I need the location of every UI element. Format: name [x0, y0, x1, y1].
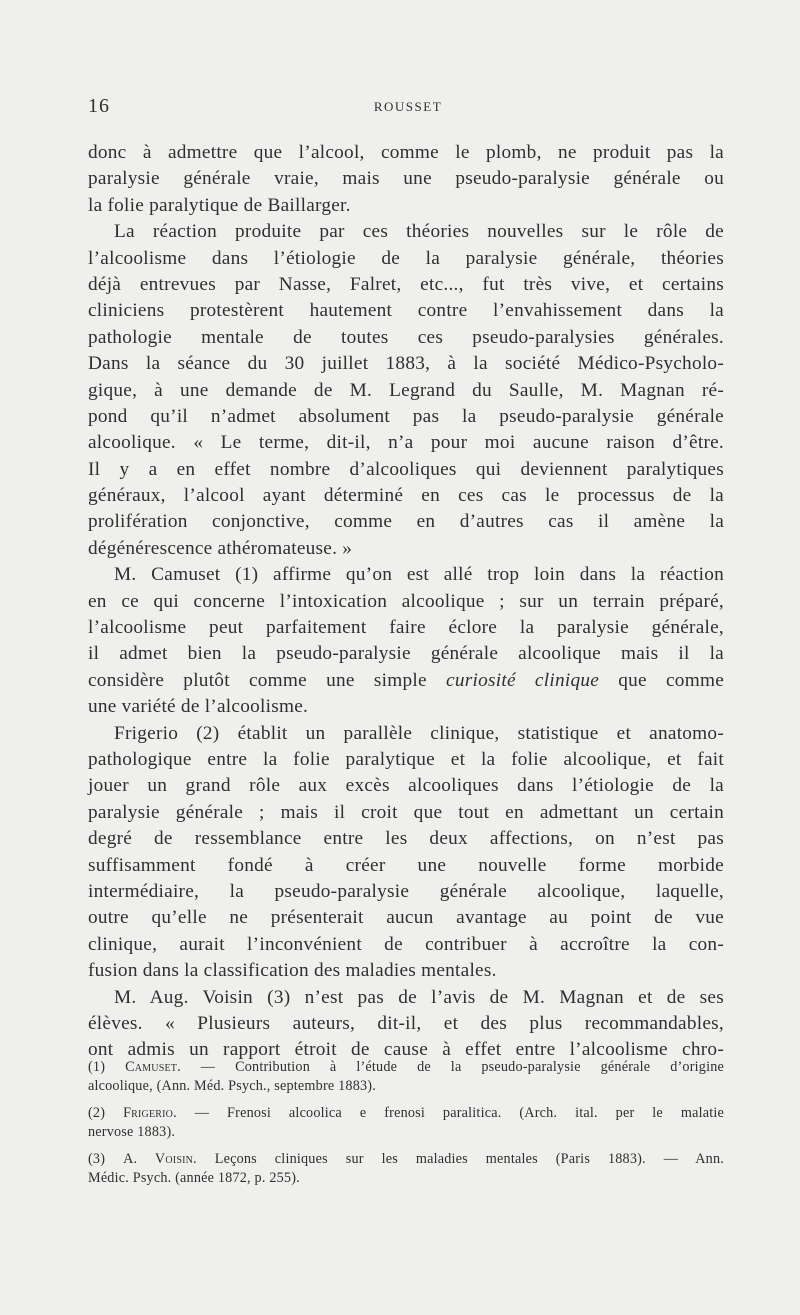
footnote-2 [88, 1104, 724, 1123]
footnote-text: Leçons cliniques sur les maladies mentales (Paris 1883). — Ann. [214, 1151, 725, 1167]
text-line: déjà entrevues par Nasse, Falret, etc..., fut très vive, et certains [88, 273, 724, 295]
footnote-marker: (2) [88, 1105, 106, 1121]
text-line: généraux, l’alcool ayant déterminé en ces cas le processus de la [88, 485, 724, 507]
text-line: jouer un grand rôle aux excès alcooliques dans l’étiologie de la [88, 775, 724, 797]
text-line: prolifération conjonctive, comme en d’autres cas il amène la [88, 511, 724, 533]
text-line: élèves. « Plusieurs auteurs, dit-il, et des plus recommandables, [88, 1012, 724, 1034]
running-head [88, 95, 728, 119]
text-segment: que comme [618, 669, 725, 691]
body-text [88, 140, 724, 1064]
text-line: ont admis un rapport étroit de cause à effet entre l’alcoolisme chro- [88, 1039, 724, 1061]
text-line: fusion dans la classification des maladies mentales. [88, 960, 497, 982]
text-line: dégénérescence athéromateuse. » [88, 537, 353, 559]
text-line: Frigerio (2) établit un parallèle clinique, statistique et anatomo- [114, 722, 724, 744]
text-line: pathologique entre la folie paralytique et la folie alcoolique, et fait [88, 748, 724, 770]
text-line: Il y a en effet nombre d’alcooliques qui deviennent paralytiques [88, 458, 724, 480]
footnote-1-cont: alcoolique, (Ann. Méd. Psych., septembre 1883). [88, 1078, 376, 1094]
text-line: paralysie générale ; mais il croit que tout en admettant un certain [88, 801, 724, 823]
text-line: Dans la séance du 30 juillet 1883, à la société Médico-Psycholo- [88, 353, 724, 375]
text-line: degré de ressemblance entre les deux affections, on n’est pas [88, 828, 724, 850]
footnote-1 [88, 1058, 724, 1077]
footnote-author: A. Voisin. [123, 1151, 197, 1167]
footnote-3-cont: Médic. Psych. (année 1872, p. 255). [88, 1170, 300, 1186]
text-segment: considère plutôt comme une simple [88, 669, 427, 691]
text-line: pathologie mentale de toutes ces pseudo-paralysies générales. [88, 326, 724, 348]
text-line: pond qu’il n’admet absolument pas la pseudo-paralysie générale [88, 405, 724, 427]
page-number: 16 [88, 95, 110, 117]
footnote-author: Camuset. [125, 1059, 181, 1075]
text-line: outre qu’elle ne présenterait aucun avantage au point de vue [88, 907, 724, 929]
text-line: une variété de l’alcoolisme. [88, 696, 309, 718]
text-line: suffisamment fondé à créer une nouvelle forme morbide [88, 854, 724, 876]
italic-phrase: curiosité clinique [446, 669, 600, 691]
footnote-text: — Frenosi alcoolica e frenosi paralitica. (Arch. ital. per le malatie [194, 1105, 724, 1121]
footnote-3 [88, 1150, 724, 1169]
footnote-author: Frigerio. [123, 1105, 177, 1121]
text-line: donc à admettre que l’alcool, comme le plomb, ne produit pas la [88, 142, 724, 163]
running-title: ROUSSET [373, 99, 443, 114]
footnote-2-cont: nervose 1883). [88, 1124, 176, 1140]
text-line: M. Camuset (1) affirme qu’on est allé trop loin dans la réaction [114, 564, 724, 586]
text-line: M. Aug. Voisin (3) n’est pas de l’avis de M. Magnan et de ses [114, 986, 724, 1008]
text-line [88, 668, 724, 694]
text-line: paralysie générale vraie, mais une pseudo-paralysie générale ou [88, 168, 724, 190]
footnote-marker: (1) [88, 1059, 106, 1075]
text-line: intermédiaire, la pseudo-paralysie générale alcoolique, laquelle, [88, 880, 724, 902]
text-line: gique, à une demande de M. Legrand du Saulle, M. Magnan ré- [88, 379, 724, 401]
text-line: l’alcoolisme peut parfaitement faire éclore la paralysie générale, [88, 617, 724, 639]
footnote-text: — Contribution à l’étude de la pseudo-paralysie générale d’origine [200, 1059, 724, 1075]
footnotes [88, 1058, 724, 1188]
footnote-marker: (3) [88, 1151, 106, 1167]
text-line: en ce qui concerne l’intoxication alcoolique ; sur un terrain préparé, [88, 590, 724, 612]
text-line: l’alcoolisme dans l’étiologie de la paralysie générale, théories [88, 247, 724, 269]
text-line: cliniciens protestèrent hautement contre l’envahissement dans la [88, 300, 724, 322]
text-line: La réaction produite par ces théories nouvelles sur le rôle de [114, 221, 724, 243]
text-line: la folie paralytique de Baillarger. [88, 194, 351, 216]
text-line: clinique, aurait l’inconvénient de contribuer à accroître la con- [88, 933, 724, 955]
text-line: il admet bien la pseudo-paralysie générale alcoolique mais il la [88, 643, 724, 665]
text-line: alcoolique. « Le terme, dit-il, n’a pour moi aucune raison d’être. [88, 432, 724, 454]
